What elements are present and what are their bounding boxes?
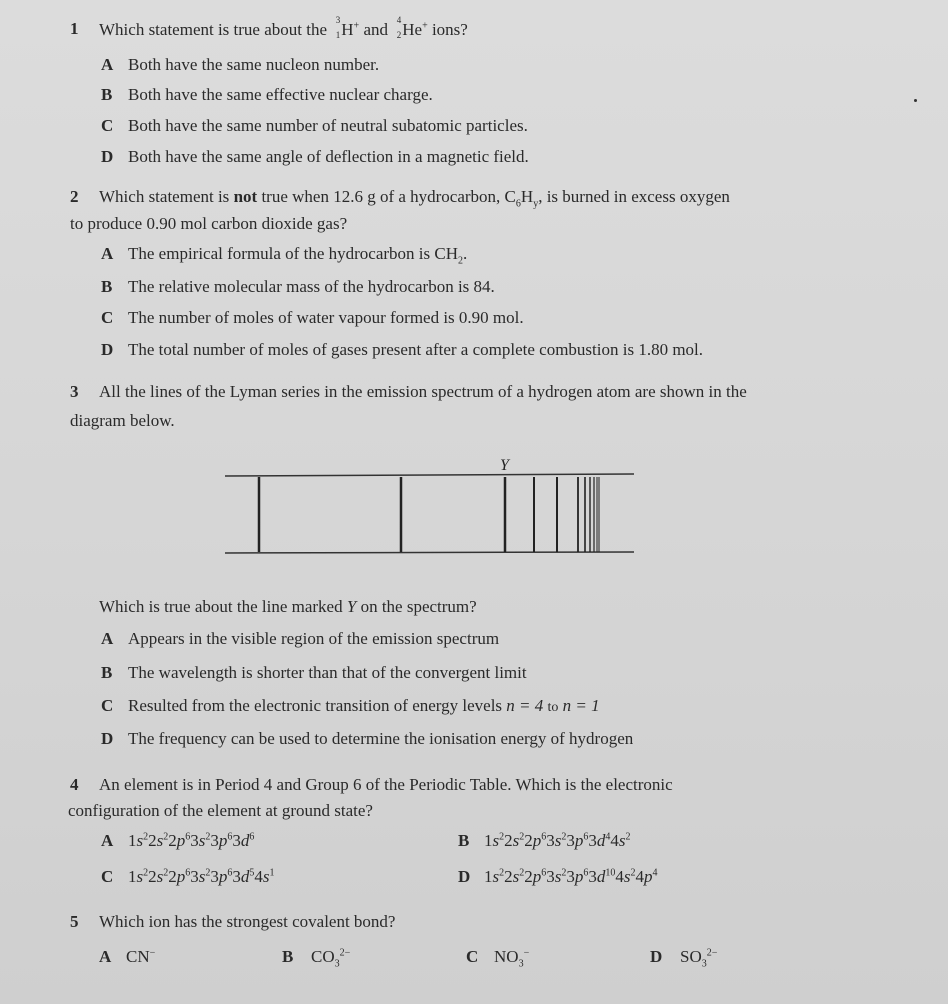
q1-and: and — [363, 20, 388, 39]
q3-question-b: on the spectrum? — [360, 597, 477, 616]
orbital-term: 4p — [635, 867, 653, 886]
q1-option-text: Both have the same number of neutral subatomic particles. — [128, 116, 528, 135]
electron-count: 2 — [205, 831, 211, 843]
orbital-term: 2p — [168, 867, 186, 886]
q5-option-ion — [311, 947, 351, 970]
q2-option-a-text: The empirical formula of the hydrocarbon is CH — [128, 244, 458, 263]
electron-count: 2 — [519, 831, 525, 843]
orbital-term: 2s — [504, 831, 520, 850]
electron-count: 2 — [499, 867, 505, 879]
q5-number: 5 — [70, 912, 79, 931]
q3-option-text: The wavelength is shorter than that of the convergent limit — [128, 663, 527, 682]
electron-count: 2 — [143, 831, 149, 843]
q5-option-ion — [126, 948, 155, 965]
orbital-term: 3s — [546, 867, 562, 886]
orbital-term: 3s — [190, 867, 206, 886]
q4-option-letter: B — [458, 831, 470, 850]
q2-formula-h-sub: y — [533, 198, 539, 210]
q3-option-text: The frequency can be used to determine the ionisation energy of hydrogen — [128, 729, 634, 748]
q4-option-config — [128, 868, 275, 885]
q4-option-letter: A — [101, 831, 114, 850]
electron-count: 4 — [605, 831, 611, 843]
orbital-term: 3d — [232, 867, 250, 886]
q4-option-config — [484, 832, 631, 849]
q1-option-letter: D — [101, 147, 114, 166]
spectrum-top-border — [225, 474, 634, 476]
q1-stem-a: Which statement is true about the — [99, 20, 328, 39]
q5-option-c-charge: − — [523, 947, 530, 959]
q5-option-letter: B — [282, 947, 294, 966]
q2-option-text: The relative molecular mass of the hydrocarbon is 84. — [128, 277, 495, 296]
h-charge: + — [353, 20, 360, 32]
electron-count: 6 — [185, 831, 191, 843]
q5-option-c-base: NO — [494, 947, 519, 966]
electron-count: 2 — [561, 831, 567, 843]
orbital-term: 2p — [524, 867, 542, 886]
q3-option-letter: C — [101, 696, 114, 715]
electron-count: 5 — [249, 867, 255, 879]
q3-option-c-n1: n = 4 — [506, 696, 544, 715]
q2-number: 2 — [70, 187, 79, 206]
q2-option-text: The total number of moles of gases present after a complete combustion is 1.80 mol. — [128, 340, 704, 359]
orbital-term: 3d — [588, 867, 606, 886]
electron-count: 4 — [652, 867, 658, 879]
q4-stem-line2: configuration of the element at ground state? — [68, 801, 373, 820]
q1-option-letter: C — [101, 116, 114, 135]
q2-option-letter: B — [101, 277, 113, 296]
q2-option-a-sub: 2 — [457, 255, 463, 267]
orbital-term: 3d — [588, 831, 606, 850]
q5-option-a-charge: − — [149, 947, 156, 959]
q3-option-c-to: to — [547, 700, 559, 715]
electron-count: 6 — [541, 867, 547, 879]
electron-count: 6 — [541, 831, 547, 843]
he-charge: + — [422, 20, 428, 32]
electron-count: 2 — [630, 867, 636, 879]
electron-count: 6 — [227, 867, 233, 879]
q4-option-letter: C — [101, 867, 114, 886]
electron-count: 10 — [605, 867, 616, 879]
electron-count: 6 — [583, 867, 589, 879]
orbital-term: 4s — [615, 867, 631, 886]
orbital-term: 1s — [128, 867, 144, 886]
q5-stem: Which ion has the strongest covalent bond? — [99, 912, 396, 931]
orbital-term: 2p — [168, 831, 186, 850]
electron-count: 2 — [205, 867, 211, 879]
q3-stem-line1: All the lines of the Lyman series in the emission spectrum of a hydrogen atom are shown in the — [99, 382, 747, 401]
orbital-term: 3s — [546, 831, 562, 850]
q2-stem-c: , is burned in excess oxygen — [538, 187, 730, 206]
orbital-term: 4s — [254, 867, 270, 886]
q5-option-ion — [494, 947, 530, 970]
he-atomic-number: 2 — [396, 30, 402, 40]
orbital-term: 2s — [148, 831, 164, 850]
electron-count: 2 — [163, 867, 169, 879]
q2-option-letter: A — [101, 244, 114, 263]
orbital-term: 2s — [148, 867, 164, 886]
q3-question-y: Y — [346, 597, 357, 616]
q3-stem-line2: diagram below. — [70, 411, 175, 430]
q1-option-text: Both have the same effective nuclear charge. — [128, 85, 433, 104]
he-mass-number: 4 — [396, 15, 402, 25]
q4-option-config — [128, 832, 254, 849]
paper-speck — [914, 99, 917, 102]
q5-option-b-base: CO — [311, 947, 335, 966]
q1-option-letter: A — [101, 55, 114, 74]
q5-option-a-base: CN — [126, 947, 150, 966]
electron-count: 6 — [227, 831, 233, 843]
electron-count: 6 — [249, 831, 255, 843]
h-atomic-number: 1 — [335, 30, 341, 40]
electron-count: 6 — [583, 831, 589, 843]
q5-option-d-base: SO — [680, 947, 702, 966]
electron-count: 2 — [163, 831, 169, 843]
electron-count: 6 — [185, 867, 191, 879]
q4-stem-line1: An element is in Period 4 and Group 6 of the Periodic Table. Which is the electronic — [99, 775, 673, 794]
q5-option-d-sub: 3 — [701, 958, 707, 970]
q3-option-c-n2: n = 1 — [562, 696, 600, 715]
electron-count: 2 — [625, 831, 631, 843]
electron-count: 1 — [269, 867, 275, 879]
q3-option-text: Appears in the visible region of the emission spectrum — [128, 629, 500, 648]
q3-option-letter: A — [101, 629, 114, 648]
q5-option-b-charge: 2− — [339, 947, 351, 959]
orbital-term: 3p — [566, 867, 584, 886]
q2-stem-not: not — [233, 187, 258, 206]
orbital-term: 2p — [524, 831, 542, 850]
he-symbol: He — [402, 20, 423, 39]
q4-number: 4 — [70, 775, 79, 794]
q1-option-letter: B — [101, 85, 113, 104]
orbital-term: 1s — [128, 831, 144, 850]
q2-formula-c-sub: 6 — [515, 198, 521, 210]
q1-option-text: Both have the same nucleon number. — [128, 55, 380, 74]
spectrum-label-y: Y — [500, 457, 509, 474]
q3-question — [99, 598, 477, 615]
q2-option-letter: C — [101, 308, 114, 327]
orbital-term: 4s — [610, 831, 626, 850]
q3-option-letter: B — [101, 663, 113, 682]
orbital-term: 1s — [484, 867, 500, 886]
q4-option-config — [484, 868, 658, 885]
q5-option-letter: A — [99, 947, 112, 966]
q3-option-letter: D — [101, 729, 114, 748]
q3-number: 3 — [70, 382, 79, 401]
orbital-term: 3p — [566, 831, 584, 850]
q3-option-text — [128, 697, 600, 715]
q5-option-letter: C — [466, 947, 479, 966]
q4-option-letter: D — [458, 867, 471, 886]
q1-option-text: Both have the same angle of deflection in a magnetic field. — [128, 147, 529, 166]
orbital-term: 2s — [504, 867, 520, 886]
q5-option-b-sub: 3 — [334, 958, 340, 970]
q2-stem-line2: to produce 0.90 mol carbon dioxide gas? — [70, 214, 348, 233]
q1-number: 1 — [70, 19, 79, 38]
q2-stem-a: Which statement is — [99, 187, 230, 206]
orbital-term: 3d — [232, 831, 250, 850]
orbital-term: 3p — [210, 831, 228, 850]
electron-count: 2 — [561, 867, 567, 879]
electron-count: 2 — [499, 831, 505, 843]
q2-stem-b: true when 12.6 g of a hydrocarbon, C — [261, 187, 516, 206]
q3-option-c-text: Resulted from the electronic transition of energy levels — [128, 696, 503, 715]
h-symbol: H — [341, 20, 354, 39]
q5-option-ion — [680, 947, 718, 970]
q2-option-letter: D — [101, 340, 114, 359]
q1-stem-b: ions? — [431, 20, 468, 39]
q3-question-a: Which is true about the line marked — [99, 597, 343, 616]
orbital-term: 3s — [190, 831, 206, 850]
spectrum-bottom-border — [225, 552, 634, 553]
q2-option-text: The number of moles of water vapour formed is 0.90 mol. — [128, 308, 524, 327]
orbital-term: 3p — [210, 867, 228, 886]
q5-option-c-sub: 3 — [518, 958, 524, 970]
electron-count: 2 — [143, 867, 149, 879]
orbital-term: 1s — [484, 831, 500, 850]
q5-option-letter: D — [650, 947, 663, 966]
q5-option-d-charge: 2− — [706, 947, 718, 959]
q2-formula-h: H — [520, 187, 534, 206]
q2-option-a-tail: . — [462, 244, 468, 263]
electron-count: 2 — [519, 867, 525, 879]
h-mass-number: 3 — [335, 15, 341, 25]
